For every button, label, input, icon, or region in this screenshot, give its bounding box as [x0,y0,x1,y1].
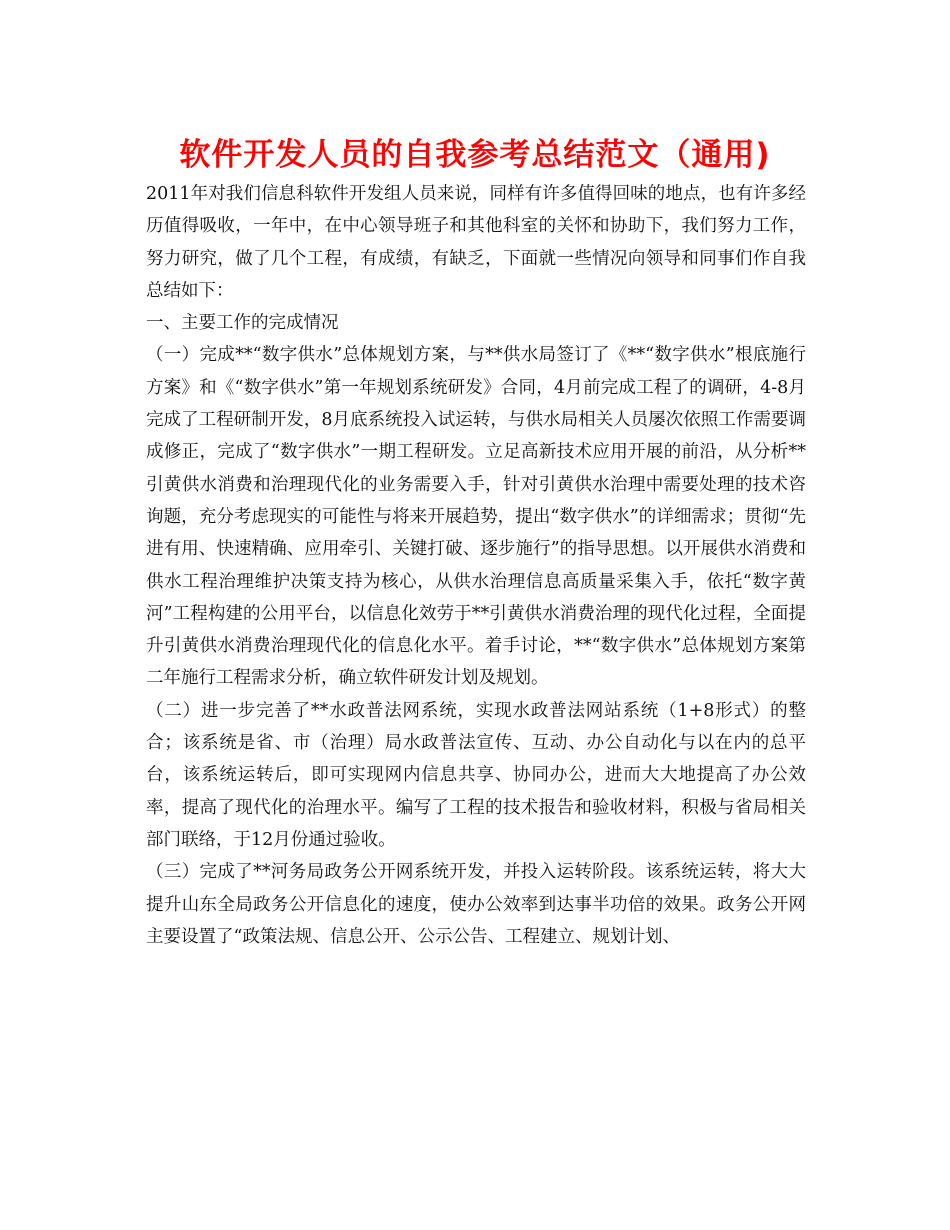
item-paragraph-1: （一）完成**“数字供水”总体规划方案，与**供水局签订了《**“数字供水”根底施行方案》和《“数字供水”第一年规划系统研发》合同，4月前完成工程了的调研，4-8月完成了工程研制开发，8月底系统投入试运转，与供水局相关人员屡次依照工作需要调成修正，完成了“数字供水”一期工程研发。立足高新技术应用开展的前沿，从分析**引黄供水消费和治理现代化的业务需要入手，针对引黄供水治理中需要处理的技术咨询题，充分考虑现实的可能性与将来开展趋势，提出“数字供水”的详细需求；贯彻“先进有用、快速精确、应用牵引、关键打破、逐步施行”的指导思想。以开展供水消费和供水工程治理维护决策支持为核心，从供水治理信息高质量采集入手，依托“数字黄河”工程构建的公用平台，以信息化效劳于**引黄供水消费治理的现代化过程，全面提升引黄供水消费治理现代化的信息化水平。着手讨论，**“数字供水”总体规划方案第二年施行工程需求分析，确立软件研发计划及规划。 [146,345,806,689]
item-paragraph-2: （二）进一步完善了**水政普法网系统，实现水政普法网站系统（1+8形式）的整合；该系统是省、市（治理）局水政普法宣传、互动、办公自动化与以在内的总平台，该系统运转后，即可实现网内信息共享、协同办公，进而大大地提高了办公效率，提高了现代化的治理水平。编写了工程的技术报告和验收材料，积极与省局相关部门联络，于12月份通过验收。 [146,700,806,850]
item-paragraph-3: （三）完成了**河务局政务公开网系统开发，并投入运转阶段。该系统运转，将大大提升山东全局政务公开信息化的速度，使办公效率到达事半功倍的效果。政务公开网主要设置了“政策法规、信息公开、公示公告、工程建立、规划计划、 [146,862,806,947]
intro-paragraph: 2011年对我们信息科软件开发组人员来说，同样有许多值得回味的地点，也有许多经历值得吸收，一年中，在中心领导班子和其他科室的关怀和协助下，我们努力工作，努力研究，做了几个工程，有成绩，有缺乏，下面就一些情况向领导和同事们作自我总结如下： [146,184,806,301]
document-body [146,178,806,953]
section-heading: 一、主要工作的完成情况 [146,313,339,334]
document-title: 软件开发人员的自我参考总结范文（通用) [179,137,771,173]
